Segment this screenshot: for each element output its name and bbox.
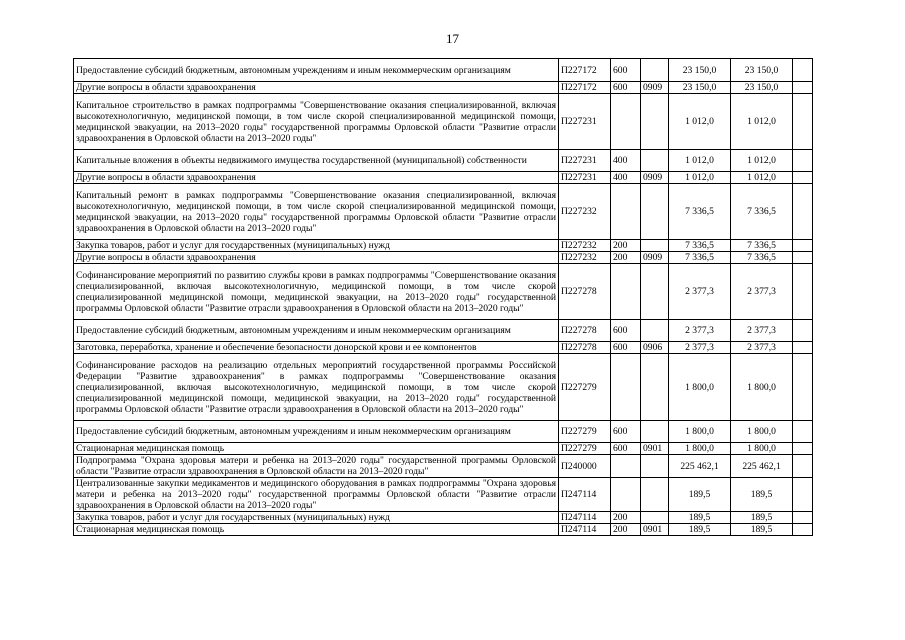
row-amount-1: 7 336,5 xyxy=(669,252,731,264)
row-amount-1: 189,5 xyxy=(669,478,731,512)
row-expense-type: 600 xyxy=(611,342,641,354)
row-expense-type: 200 xyxy=(611,524,641,536)
row-blank xyxy=(793,354,813,421)
row-code: П227279 xyxy=(559,421,611,443)
row-name: Стационарная медицинская помощь xyxy=(74,524,559,536)
row-code: П227278 xyxy=(559,264,611,320)
row-section: 0909 xyxy=(641,82,669,94)
row-amount-2: 189,5 xyxy=(731,512,793,524)
row-section xyxy=(641,94,669,150)
row-section xyxy=(641,455,669,478)
row-amount-2: 7 336,5 xyxy=(731,252,793,264)
row-section xyxy=(641,264,669,320)
row-name: Капитальные вложения в объекты недвижимого имущества государственной (муниципальной) собственности xyxy=(74,150,559,172)
row-section xyxy=(641,184,669,240)
row-amount-2: 23 150,0 xyxy=(731,59,793,82)
row-expense-type xyxy=(611,455,641,478)
row-code: П247114 xyxy=(559,512,611,524)
row-section xyxy=(641,354,669,421)
row-amount-1: 7 336,5 xyxy=(669,184,731,240)
row-expense-type: 200 xyxy=(611,512,641,524)
row-name: Другие вопросы в области здравоохранения xyxy=(74,172,559,184)
row-code: П240000 xyxy=(559,455,611,478)
row-blank xyxy=(793,421,813,443)
row-blank xyxy=(793,342,813,354)
row-name: Капитальное строительство в рамках подпрограммы "Совершенствование оказания специализированной, включая высокотехнологичную, медицинской помощи, в том числе скорой специализированной медицинской помощи, медицинской эвакуации, на 2013–2020 годы" государственной программы Орловской области "Развитие отрасли здравоохранения в Орловской области на 2013–2020 годы" xyxy=(74,94,559,150)
row-name: Стационарная медицинская помощь xyxy=(74,443,559,455)
row-code: П227232 xyxy=(559,184,611,240)
row-name: Подпрограмма "Охрана здоровья матери и ребенка на 2013–2020 годы" государственной программы Орловской области "Развитие отрасли здравоохранения в Орловской области на 2013–2020 годы" xyxy=(74,455,559,478)
row-expense-type xyxy=(611,184,641,240)
row-code: П227232 xyxy=(559,240,611,252)
table-row xyxy=(74,342,813,354)
row-name: Закупка товаров, работ и услуг для государственных (муниципальных) нужд xyxy=(74,240,559,252)
row-code: П227231 xyxy=(559,94,611,150)
row-expense-type xyxy=(611,478,641,512)
row-amount-2: 189,5 xyxy=(731,524,793,536)
row-section: 0901 xyxy=(641,443,669,455)
row-name: Другие вопросы в области здравоохранения xyxy=(74,82,559,94)
row-amount-2: 1 012,0 xyxy=(731,94,793,150)
table-body xyxy=(74,59,813,536)
row-expense-type: 200 xyxy=(611,252,641,264)
row-expense-type: 600 xyxy=(611,82,641,94)
row-blank xyxy=(793,455,813,478)
row-expense-type: 600 xyxy=(611,443,641,455)
row-amount-1: 1 012,0 xyxy=(669,150,731,172)
row-section xyxy=(641,320,669,342)
row-amount-2: 189,5 xyxy=(731,478,793,512)
row-section: 0909 xyxy=(641,172,669,184)
row-name: Предоставление субсидий бюджетным, автономным учреждениям и иным некоммерческим организациям xyxy=(74,320,559,342)
row-expense-type xyxy=(611,94,641,150)
row-amount-2: 7 336,5 xyxy=(731,184,793,240)
table-row xyxy=(74,512,813,524)
row-code: П227279 xyxy=(559,443,611,455)
table-row xyxy=(74,252,813,264)
row-code: П227232 xyxy=(559,252,611,264)
row-amount-1: 7 336,5 xyxy=(669,240,731,252)
row-amount-2: 1 800,0 xyxy=(731,443,793,455)
table-row xyxy=(74,59,813,82)
row-name: Софинансирование расходов на реализацию отдельных мероприятий государственной программы Российской Федерации "Развитие здравоохранения" в рамках подпрограммы "Совершенствование оказания специализированной, включая высокотехнологичную, медицинской помощи, в том числе скорой специализированной медицинской помощи, медицинской эвакуации, на 2013–2020 годы" государственной программы Орловской области "Развитие отрасли здравоохранения в Орловской области на 2013–2020 годы" xyxy=(74,354,559,421)
row-amount-2: 7 336,5 xyxy=(731,240,793,252)
row-code: П227278 xyxy=(559,342,611,354)
budget-table xyxy=(73,58,813,536)
row-amount-2: 1 012,0 xyxy=(731,150,793,172)
row-section xyxy=(641,150,669,172)
row-blank xyxy=(793,524,813,536)
row-amount-2: 23 150,0 xyxy=(731,82,793,94)
table-row xyxy=(74,150,813,172)
table-row xyxy=(74,94,813,150)
row-section xyxy=(641,240,669,252)
row-amount-1: 225 462,1 xyxy=(669,455,731,478)
row-code: П227172 xyxy=(559,59,611,82)
table-row xyxy=(74,184,813,240)
row-section: 0906 xyxy=(641,342,669,354)
row-amount-2: 2 377,3 xyxy=(731,264,793,320)
row-blank xyxy=(793,172,813,184)
row-name: Софинансирование мероприятий по развитию службы крови в рамках подпрограммы "Совершенствование оказания специализированной, включая высокотехнологичную, медицинской помощи, в том числе скорой специализированной медицинской помощи, медицинской эвакуации, на 2013–2020 годы" государственной программы Орловской области "Развитие отрасли здравоохранения в Орловской области на 2013–2020 годы" xyxy=(74,264,559,320)
row-amount-2: 2 377,3 xyxy=(731,320,793,342)
row-amount-1: 1 800,0 xyxy=(669,354,731,421)
row-code: П247114 xyxy=(559,478,611,512)
row-expense-type: 600 xyxy=(611,320,641,342)
row-amount-1: 2 377,3 xyxy=(669,264,731,320)
row-amount-2: 225 462,1 xyxy=(731,455,793,478)
row-expense-type: 200 xyxy=(611,240,641,252)
row-blank xyxy=(793,94,813,150)
row-blank xyxy=(793,150,813,172)
row-amount-1: 1 012,0 xyxy=(669,94,731,150)
row-code: П227279 xyxy=(559,354,611,421)
row-blank xyxy=(793,512,813,524)
row-amount-1: 1 012,0 xyxy=(669,172,731,184)
row-code: П247114 xyxy=(559,524,611,536)
table-row xyxy=(74,172,813,184)
table-row xyxy=(74,264,813,320)
row-code: П227231 xyxy=(559,172,611,184)
table-row xyxy=(74,320,813,342)
row-expense-type xyxy=(611,264,641,320)
row-amount-1: 23 150,0 xyxy=(669,59,731,82)
row-blank xyxy=(793,184,813,240)
table-row xyxy=(74,354,813,421)
row-blank xyxy=(793,252,813,264)
row-amount-1: 1 800,0 xyxy=(669,421,731,443)
row-section: 0909 xyxy=(641,252,669,264)
row-amount-2: 2 377,3 xyxy=(731,342,793,354)
table-row xyxy=(74,421,813,443)
row-blank xyxy=(793,443,813,455)
row-section xyxy=(641,421,669,443)
row-section: 0901 xyxy=(641,524,669,536)
row-name: Централизованные закупки медикаментов и медицинского оборудования в рамках подпрограммы "Охрана здоровья матери и ребенка на 2013–2020 годы" государственной программы Орловской области "Развитие отрасли здравоохранения в Орловской области на 2013–2020 годы" xyxy=(74,478,559,512)
row-code: П227172 xyxy=(559,82,611,94)
row-code: П227231 xyxy=(559,150,611,172)
row-blank xyxy=(793,264,813,320)
row-amount-1: 23 150,0 xyxy=(669,82,731,94)
row-blank xyxy=(793,320,813,342)
table-row xyxy=(74,82,813,94)
row-expense-type: 600 xyxy=(611,421,641,443)
row-blank xyxy=(793,59,813,82)
row-section xyxy=(641,512,669,524)
row-name: Закупка товаров, работ и услуг для государственных (муниципальных) нужд xyxy=(74,512,559,524)
table-row xyxy=(74,240,813,252)
row-expense-type: 600 xyxy=(611,59,641,82)
row-code: П227278 xyxy=(559,320,611,342)
row-section xyxy=(641,478,669,512)
row-expense-type: 400 xyxy=(611,172,641,184)
row-name: Предоставление субсидий бюджетным, автономным учреждениям и иным некоммерческим организациям xyxy=(74,59,559,82)
row-name: Капитальный ремонт в рамках подпрограммы "Совершенствование оказания специализированной, включая высокотехнологичную, медицинской помощи, в том числе скорой специализированной медицинской помощи, медицинской эвакуации, на 2013–2020 годы" государственной программы Орловской области "Развитие отрасли здравоохранения в Орловской области на 2013–2020 годы" xyxy=(74,184,559,240)
page-number: 17 xyxy=(446,31,459,46)
table-row xyxy=(74,478,813,512)
row-blank xyxy=(793,240,813,252)
table-row xyxy=(74,455,813,478)
row-blank xyxy=(793,82,813,94)
row-amount-1: 2 377,3 xyxy=(669,320,731,342)
row-blank xyxy=(793,478,813,512)
row-expense-type xyxy=(611,354,641,421)
row-amount-1: 1 800,0 xyxy=(669,443,731,455)
row-amount-2: 1 012,0 xyxy=(731,172,793,184)
table-row xyxy=(74,524,813,536)
row-amount-1: 189,5 xyxy=(669,524,731,536)
row-name: Заготовка, переработка, хранение и обеспечение безопасности донорской крови и ее компонентов xyxy=(74,342,559,354)
row-name: Другие вопросы в области здравоохранения xyxy=(74,252,559,264)
row-section xyxy=(641,59,669,82)
row-amount-2: 1 800,0 xyxy=(731,421,793,443)
row-name: Предоставление субсидий бюджетным, автономным учреждениям и иным некоммерческим организациям xyxy=(74,421,559,443)
row-amount-2: 1 800,0 xyxy=(731,354,793,421)
row-amount-1: 189,5 xyxy=(669,512,731,524)
row-amount-1: 2 377,3 xyxy=(669,342,731,354)
row-expense-type: 400 xyxy=(611,150,641,172)
table-row xyxy=(74,443,813,455)
